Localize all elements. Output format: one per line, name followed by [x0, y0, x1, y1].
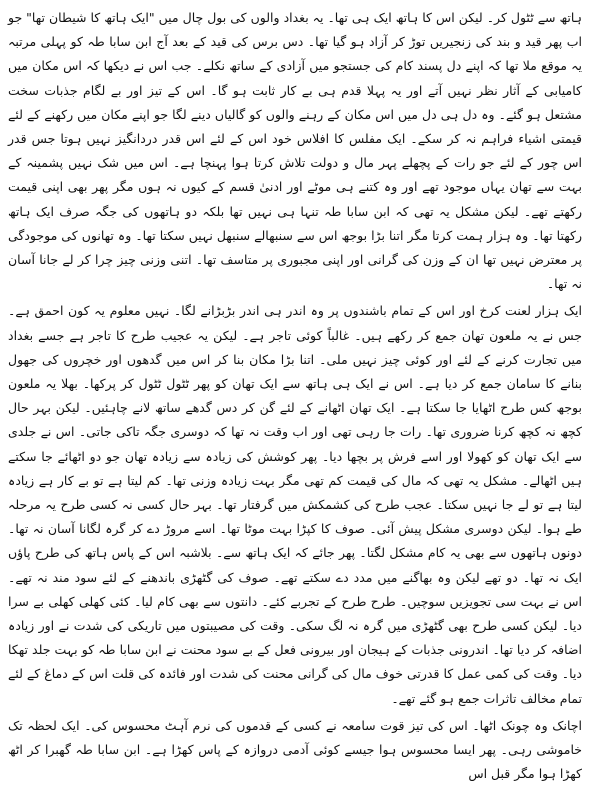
paragraph-2: ایک ہزار لعنت کرخ اور اس کے تمام باشندوں پر وہ اندر ہی اندر بڑبڑانے لگا۔ نہیں معلوم یہ کون احمق ہے۔ جس نے یہ ملعون تھان جمع کر رکھے ہیں۔ غالباً کوئی تاجر ہے۔ لیکن یہ عجیب طرح کا تاجر ہے جسے بغداد میں تجارت کرنے کے لئے اور کوئی چیز نہیں ملی۔ اتنا بڑا مکان بنا کر اس میں گدھوں اور خچروں کی جھول بنانے کا سامان جمع کر دیا ہے۔ اس نے ایک ہی ہاتھ سے ایک تھان کو پھر ٹٹول ٹٹول کر پرکھا۔ بھلا یہ ملعون بوجھ کس طرح اٹھایا جا سکتا ہے۔ ایک تھان اٹھانے کے لئے گن کر دس گدھے ساتھ لانے چاہئیں۔ لیکن بہر حال کچھ نہ کچھ کرنا ضروری تھا۔ رات جا رہی تھی اور اب وقت نہ تھا کہ دوسری جگہ تاکی جاتی۔ اس نے جلدی سے ایک تھان کو کھولا اور اسے فرش پر بچھا دیا۔ پھر کوشش کی زیادہ سے زیادہ تھان جو دو اٹھائے جا سکتے ہیں اٹھالے۔ مشکل یہ تھی کہ مال کی قیمت کم تھی مگر بہت زیادہ وزنی تھا۔ کم لیتا ہے تو بے کار ہے زیادہ لیتا ہے تو لے جا نہیں سکتا۔ عجب طرح کی کشمکش میں گرفتار تھا۔ بہر حال کسی نہ کسی طرح یہ مرحلہ طے ہوا۔ لیکن دوسری مشکل پیش آئی۔ صوف کا کپڑا بہت موٹا تھا۔ اسے مروڑ دے کر گرہ لگانا آسان نہ تھا۔ دونوں ہاتھوں سے بھی یہ کام مشکل لگتا۔ پھر جائے کہ ایک ہاتھ سے۔ بلاشبہ اس کے پاس ہاتھ کی طرح پاؤں ایک نہ تھا۔ دو تھے لیکن وہ بھاگنے میں مدد دے سکتے تھے۔ صوف کی گٹھڑی باندھنے کے لئے سود مند نہ تھے۔ اس نے بہت سی تجویزیں سوچیں۔ طرح طرح کے تجربے کئے۔ دانتوں سے بھی کام لیا۔ کئی کھلی کھلی بے سرا دیا۔ لیکن کسی طرح بھی گٹھڑی میں گرہ نہ لگ سکی۔ وقت کی مصیبتوں میں تاریکی کی شدت نے اور زیادہ اضافہ کر دیا تھا۔ اندرونی جذبات کے ہیجان اور بیرونی فعل کے بے سود محنت نے ابن سابا طہ کو بہت جلد تھکا دیا۔ وقت کی کمی عمل کا قدرتی خوف مال کی گرانی محنت کی شدت اور فائدہ کی قلت اس کے دماغ کے لئے تمام مخالف تاثرات جمع ہو گئے تھے۔	[8, 303, 582, 706]
paragraph-1: ہاتھ سے ٹٹول کر۔ لیکن اس کا ہاتھ ایک ہی تھا۔ یہ بغداد والوں کی بول چال میں "ایک ہاتھ کا شیطان تھا" جو اب پھر قید و بند کی زنجیریں توڑ کر آزاد ہو گیا تھا۔ دس برس کی قید کے بعد آج ابن سابا طہ کو پہلی مرتبہ یہ موقع ملا تھا کہ اپنے دل پسند کام کی جستجو میں آزادی کے ساتھ نکلے۔ جب اس نے دیکھا کہ اس مکان میں کامیابی کے آثار نظر نہیں آتے اور یہ پہلا قدم ہی بے کار ثابت ہو گا۔ اس کے تیز اور بے لگام جذبات سخت مشتعل ہو گئے۔ وہ دل ہی دل میں اس مکان کے رہنے والوں کو گالیاں دینے لگا جو اپنے مکان میں رکھنے کے لئے قیمتی اشیاء فراہم نہ کر سکے۔ ایک مفلس کا افلاس خود اس کے لئے اس قدر دردانگیز نہیں ہوتا جس قدر اس چور کے لئے جو رات کے پچھلے پہر مال و دولت تلاش کرتا ہوا پہنچا ہے۔ اس میں شک نہیں پشمینہ کے بہت سے تھان یہاں موجود تھے اور وہ کتنے ہی موٹے اور ادنیٰ قسم کے کیوں نہ ہوں مگر پھر بھی اپنی قیمت رکھتے تھے۔ لیکن مشکل یہ تھی کہ ابن سابا طہ تنہا ہی نہیں تھا بلکہ دو ہاتھوں کی جگہ صرف ایک ہاتھ رکھتا تھا۔ وہ ہزار ہمت کرتا مگر اتنا بڑا بوجھ اس سے سنبھالے سنبھل نہیں سکتا تھا۔ وہ تھانوں کی موجودگی پر معترض نہیں تھا ان کے وزن کی گرانی اور اپنی مجبوری پر متاسف تھا۔ اتنی وزنی چیز چرا کر لے جانا آسان نہ تھا۔	[8, 10, 582, 292]
paragraph-3: اچانک وہ چونک اٹھا۔ اس کی تیز قوت سامعہ نے کسی کے قدموں کی نرم آہٹ محسوس کی۔ ایک لحظہ تک خاموشی رہی۔ پھر ایسا محسوس ہوا جیسے کوئی آدمی دروازہ کے پاس کھڑا ہے۔ ابن سابا طہ گھبرا کر اٹھ کھڑا ہوا مگر قبل اس	[8, 717, 582, 782]
